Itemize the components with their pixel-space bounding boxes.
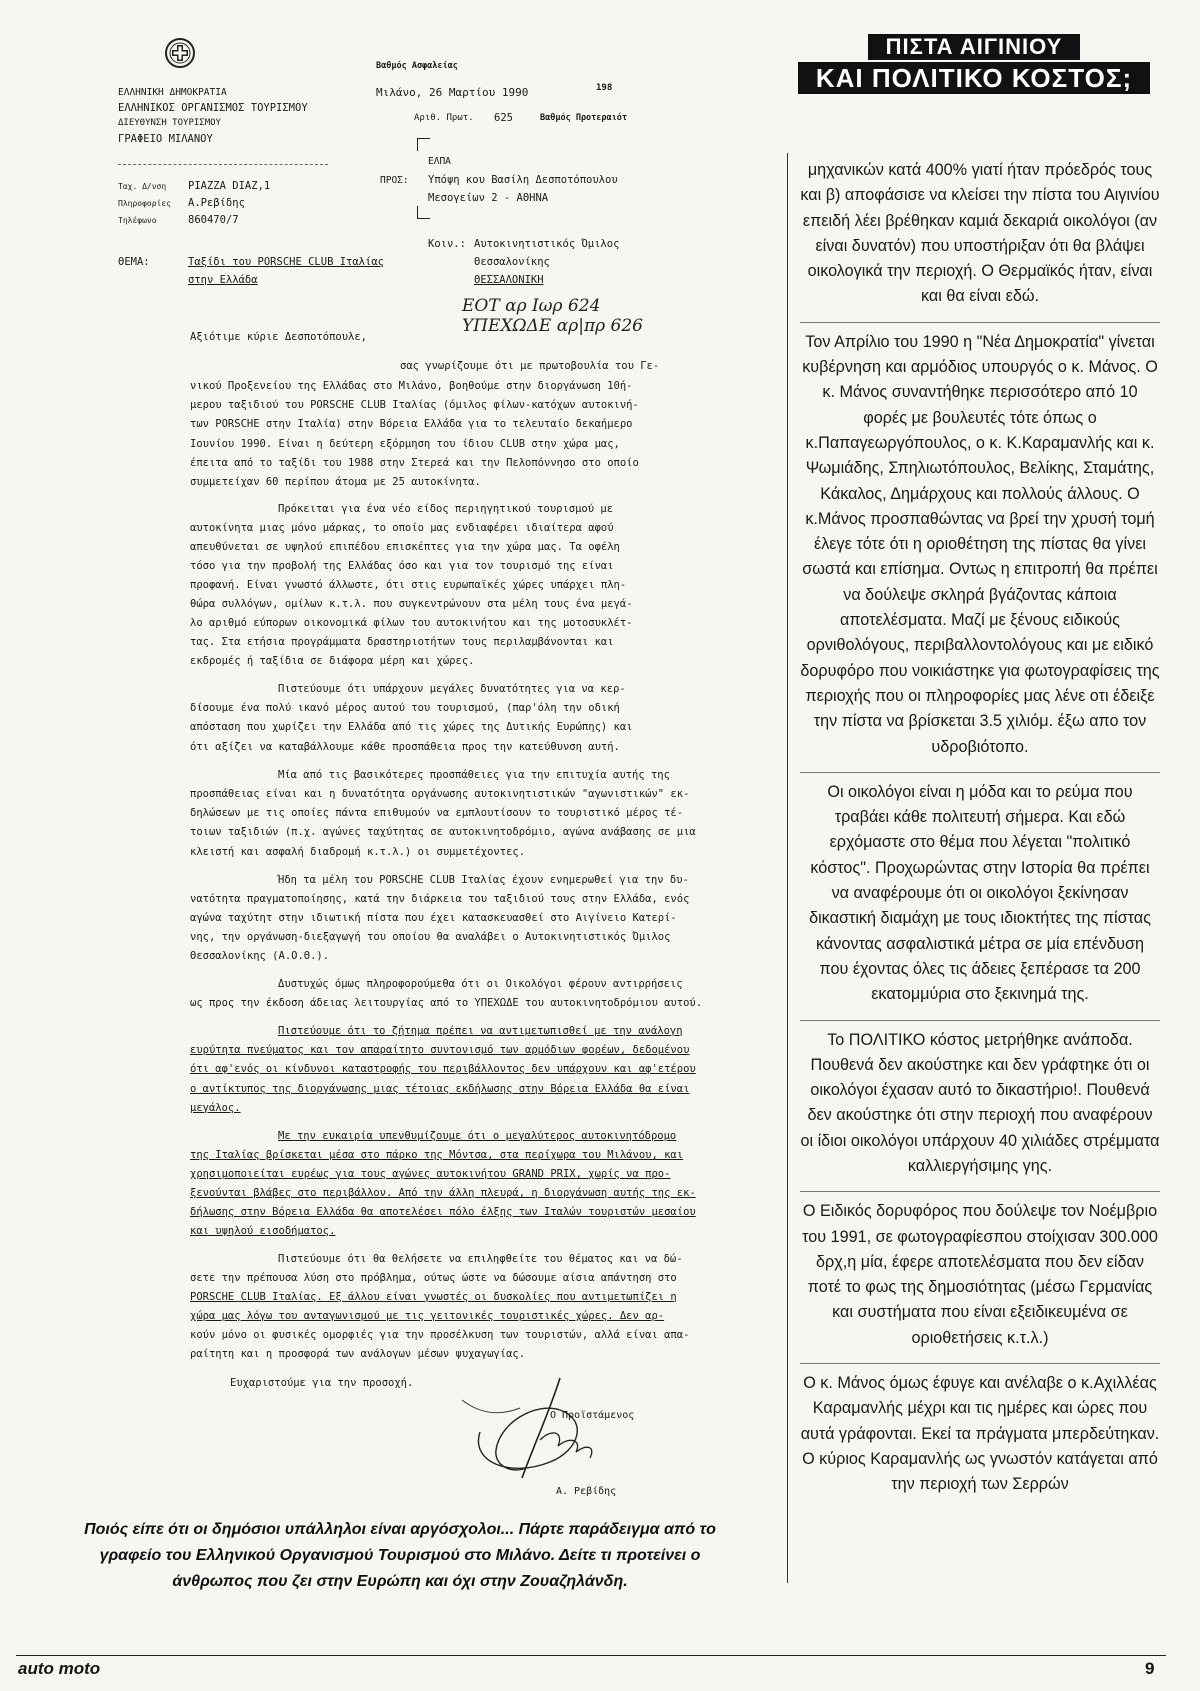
letter-body-line: Πιστεύουμε ότι το ζήτημα πρέπει να αντιμετωπισθεί με την ανάλογη xyxy=(278,1025,683,1037)
address-bracket-top xyxy=(417,138,430,151)
security-grade: Βαθμός Ασφαλείας xyxy=(376,61,458,71)
letter-body-line: απόσταση που χωρίζει την Ελλάδα από τις χώρες της Δυτικής Ευρώπης) και xyxy=(190,721,633,733)
letter-body-line: ο αντίκτυπος της διοργάνωσης μιας τέτοιας εκδήλωσης στην Βόρεια Ελλάδα θα είναι xyxy=(190,1083,690,1095)
phone-label: Τηλέφωνο xyxy=(118,216,157,225)
letter-body-line: Δυστυχώς όμως πληροφορούμεθα ότι οι Οικολόγοι φέρουν αντιρρήσεις xyxy=(278,978,683,990)
letter-body-line: ότι αφ'ενός οι κίνδυνοι καταστροφής του περιβάλλοντος δεν υπάρχουν και αφ'ετέρου xyxy=(190,1063,696,1075)
letter-body-line: μεγάλος. xyxy=(190,1102,241,1114)
paragraph-divider xyxy=(800,772,1160,773)
column-divider xyxy=(787,153,788,1583)
letter-body-line: νατότητα πραγματοποίησης, κατά την διάρκεια του ταξιδιού τους στην Ελλάδα, ενός xyxy=(190,893,690,905)
to-label: ΠΡΟΣ: xyxy=(380,175,409,186)
handwritten-note-1: ΕΟΤ αρ Ιωρ 624 xyxy=(462,296,601,316)
paragraph-divider xyxy=(800,1020,1160,1021)
cc-line-1: Αυτοκινητιστικός Όμιλος xyxy=(474,238,620,250)
sign-name: Α. Ρεβίδης xyxy=(556,1486,617,1497)
letter-body-line: χώρα μας λόγω του ανταγωνισμού με τις γειτονικές τουριστικές χώρες. Δεν αρ- xyxy=(190,1310,665,1322)
letter-body-line: αυτοκίνητα μιας μόνο μάρκας, το οποίο μας ενδιαφέρει ιδιαίτερα αφού xyxy=(190,522,614,534)
page-number: 9 xyxy=(1145,1659,1155,1678)
letter-body-line: δήλωσης στην Βόρεια Ελλάδα θα αποτελέσει πόλο έλξης των Ιταλών τουριστών μεσαίου xyxy=(190,1206,696,1218)
handwritten-note-2: ΥΠΕΧΩΔΕ αρ|πρ 626 xyxy=(462,316,643,336)
org-line-1: ΕΛΛΗΝΙΚΗ ΔΗΜΟΚΡΑΤΙΑ xyxy=(118,87,227,98)
subject-label: ΘΕΜΑ: xyxy=(118,256,150,268)
letter-body-line: Με την ευκαιρία υπενθυμίζουμε ότι ο μεγαλύτερος αυτοκινητόδρομο xyxy=(278,1130,677,1142)
letter-body-line: μερου ταξιδιού του PORSCHE CLUB Ιταλίας (όμιλος φίλων-κατόχων αυτοκινή- xyxy=(190,399,639,411)
letter-body-line: και υψηλού εισοδήματος. xyxy=(190,1225,336,1237)
org-line-4: ΓΡΑΦΕΙΟ ΜΙΛΑΝΟΥ xyxy=(118,133,213,145)
letter-body-line: προσπάθειας είναι και η δυνατότητα οργάνωσης αυτοκινητιστικών "αγωνιστικών" εκ- xyxy=(190,788,690,800)
article-body xyxy=(800,158,1160,1510)
protocol-number: 625 xyxy=(494,112,513,124)
letter-body-line: ξενούνται βλάβες στο περιβάλλον. Από την άλλη πλευρά, η διοργάνωση αυτής της εκ- xyxy=(190,1187,696,1199)
letter-body-line: Πιστεύουμε ότι υπάρχουν μεγάλες δυνατότητες για να κερ- xyxy=(278,683,626,695)
letter-body-line: νικού Προξενείου της Ελλάδας στο Μιλάνο, βοηθούμε στην διοργάνωση 10ή- xyxy=(190,380,633,392)
letter-body-line: αγώνα ταχύτητ στην ιδιωτική πίστα που έχει κατασκευασθεί στο Αιγίνειο Κατερί- xyxy=(190,912,677,924)
paragraph-divider xyxy=(800,322,1160,323)
article-title-line-1: ΠΙΣΤΑ ΑΙΓΙΝΙΟΥ xyxy=(868,34,1080,60)
paragraph-divider xyxy=(800,1363,1160,1364)
handwritten-signature xyxy=(440,1370,620,1485)
letter-body-line: νης, την οργάνωση-διεξαγωγή του οποίου θα αναλάβει ο Αυτοκινητιστικός Όμιλος xyxy=(190,931,671,943)
caption-line-3: άνθρωπος που ζει στην Ευρώπη και όχι στην Ζουαζηλάνδη. xyxy=(172,1573,628,1590)
to-line-1: ΕΛΠΑ xyxy=(428,156,451,167)
caption-line-1: Ποιός είπε ότι οι δημόσιοι υπάλληλοι είναι αργόσχολοι... Πάρτε παράδειγμα από το xyxy=(84,1521,716,1538)
article-paragraph: Οι οικολόγοι είναι η μόδα και το ρεύμα που τραβάει κάθε πολιτευτή σήμερα. Και εδώ ερχόμαστε στο θέμα που λέγεται "πολιτικό κόστος". Προχωρώντας στην Ιστορία θα πρέπει να αναφέρουμε ότι οι οικολόγοι ξεκίνησαν δικαστική διαμάχη με τους ιδιοκτήτες της πίστας κάνοντας ασφαλιστικά μέτρα σε μία επένδυση που έχοντας όλες τις άδειες ξεπέρασε τα 200 εκατομμύρια στο ξεκινημά της. xyxy=(809,782,1151,1004)
article-paragraph: Το ΠΟΛΙΤΙΚΟ κόστος μετρήθηκε ανάποδα. Πουθενά δεν ακούστηκε και δεν γράφτηκε ότι οι οικολόγοι έχασαν αυτό το δικαστήριο!. Πουθενά δεν ακούστηκε ότι στην περιοχή που αναφέρουν οι ίδιοι οικολόγοι υπάρχουν 40 χιλιάδες στρέμματα καλλιεργήσιμης γης. xyxy=(800,1030,1160,1175)
letter-body-line: απευθύνεται σε υψηλού επιπέδου επισκέπτες για την χώρα μας. Τα οφέλη xyxy=(190,541,620,553)
letter-body-line: ως προς την έκδοση άδειας λειτουργίας από το ΥΠΕΧΩΔΕ του αυτοκινητοδρόμιου αυτού. xyxy=(190,997,703,1009)
to-line-3: Μεσογείων 2 - ΑΘΗΝΑ xyxy=(428,192,549,204)
letter-body-line: Ευχαριστούμε για την προσοχή. xyxy=(230,1377,414,1389)
org-line-2: ΕΛΛΗΝΙΚΟΣ ΟΡΓΑΝΙΣΜΟΣ ΤΟΥΡΙΣΜΟΥ xyxy=(118,102,308,114)
letter-body-line: της Ιταλίας βρίσκεται μέσα στο πάρκο της Μόντσα, στα περίχωρα του Μιλάνου, και xyxy=(190,1149,684,1161)
address-bracket-bottom xyxy=(417,206,430,219)
cc-line-2: Θεσσαλονίκης xyxy=(474,256,550,268)
salutation: Αξιότιμε κύριε Δεσποτόπουλε, xyxy=(190,331,368,343)
magazine-brand: auto moto xyxy=(18,1659,101,1678)
letter-body-line: ότι αξίζει να καταβάλλουμε κάθε προσπάθεια προς την κατεύθυνση αυτή. xyxy=(190,741,620,753)
letter-body-line: προφανή. Είναι γνωστό άλλωστε, ότι στις ευρωπαϊκές χώρες υπάρχει πλη- xyxy=(190,579,627,591)
to-line-2: Υπόψη κου Βασίλη Δεσποτόπουλου xyxy=(428,174,618,186)
photo-caption xyxy=(30,1517,770,1595)
org-line-3: ΔΙΕΥΘΥΝΣΗ ΤΟΥΡΙΣΜΟΥ xyxy=(118,118,221,128)
letter-body-line: Ήδη τα μέλη του PORSCHE CLUB Ιταλίας έχουν ενημερωθεί για την δυ- xyxy=(278,874,689,886)
subject-line-2: στην Ελλάδα xyxy=(188,274,258,286)
sign-title: Ο Προϊστάμενος xyxy=(550,1410,635,1421)
letter-body-line: λο αριθμό εύπορων οικονομικά φίλων του αυτοκινήτου και της μοτοσυκλέτ- xyxy=(190,617,633,629)
letter-body-line: Θεσσαλονίκης (Α.Ο.Θ.). xyxy=(190,950,330,962)
info-value: Α.Ρεβίδης xyxy=(188,197,245,209)
caption-line-2: γραφείο του Ελληνικού Οργανισμού Τουρισμού στο Μιλάνο. Δείτε τι προτείνει ο xyxy=(99,1547,701,1564)
header-divider xyxy=(118,164,328,165)
letter-body-line: συμμετείχαν 60 περίπου άτομα με 25 αυτοκίνητα. xyxy=(190,476,481,488)
letter-body-line: τόσο για την προβολή της Ελλάδας όσο και για τον τουρισμό της είναι xyxy=(190,560,614,572)
letter-body-line: κούν μόνο οι φυσικές ομορφιές για την προσέλκυση των τουριστών, αλλά είναι απα- xyxy=(190,1329,690,1341)
letter-body-line: δίσουμε ένα πολύ ικανό μέρος αυτού του τουρισμού, (παρ'όλη την οδική xyxy=(190,702,620,714)
letter-body-line: Πιστεύουμε ότι θα θελήσετε να επιληφθείτε του θέματος και να δώ- xyxy=(278,1253,683,1265)
protocol-label: Αριθ. Πρωτ. xyxy=(414,113,474,123)
letter-body-line: χρησιμοποιείται ευρέως για τους αγώνες αυτοκινήτου GRAND PRIX, χωρίς να προ- xyxy=(190,1168,671,1180)
letter-body-line: σας γνωρίζουμε ότι με πρωτοβουλία του Γε- xyxy=(400,360,660,372)
letter-body-line: θώρα συλλόγων, ομίλων κ.τ.λ. που συγκεντρώνουν στα μέλη τους ένα μεγά- xyxy=(190,598,633,610)
letter-body-line: σετε την πρέπουσα λύση στο πρόβλημα, ούτως ώστε να δώσουμε αίσια απάντηση στο xyxy=(190,1272,677,1284)
letter-body-line: ραίτητη και η προσφορά των ανάλογων μέσων ψυχαγωγίας. xyxy=(190,1348,526,1360)
letter-body-line: των PORSCHE στην Ιταλία) στην Βόρεια Ελλάδα για το τελευταίο δεκαήμερο xyxy=(190,418,633,430)
letter-body-line: Πρόκειται για ένα νέο είδος περιηγητικού τουρισμού με xyxy=(278,503,614,515)
article-paragraph: Ο κ. Μάνος όμως έφυγε και ανέλαβε ο κ.Αχιλλέας Καραμανλής μέχρι και τις ημέρες και ώρες που αυτά γράφονται. Εκεί τα πράγματα μπερδεύτηκαν. Ο κύριος Καραμανλής ως γνωστόν κατάγεται από την περιοχή των Σερρών xyxy=(800,1374,1160,1494)
letter-body-line: εκδρομές ή ταξίδια σε διάφορα μέρη και χώρες. xyxy=(190,655,475,667)
article-paragraph: Ο Ειδικός δορυφόρος που δούλεψε τον Νοέμβριο του 1991, σε φωτογραφίεσπου στοίχισαν 300.000 δρχ,η μία, έφερε αποτελέσματα που δεν είδαν ποτέ το φως της δημοσιότητας (μέσω Γερμανίας και συστήματα που είναι εξειδικευμένα σε οριοθετήσεις κ.τ.λ.) xyxy=(802,1202,1158,1347)
stamp-number: 198 xyxy=(596,83,613,93)
article-paragraph: μηχανικών κατά 400% γιατί ήταν πρόεδρός τους και β) αποφάσισε να κλείσει την πίστα του Αιγινίου επειδή λέει βρέθηκαν καμιά δεκαριά οικολόγοι (αν είναι δυνατόν) που υποστήριξαν ότι θα βλάψει οικολογικά την περιοχή. Ο Θερμαϊκός ήταν, είναι και θα είναι εδώ. xyxy=(800,161,1160,306)
letter-body-line: κλειστή και ασφαλή διαδρομή κ.τ.λ.) οι συμμετέχοντες. xyxy=(190,846,526,858)
letter-body-line: ευρύτητα πνεύματος και τον απαραίτητο συντονισμό των αρμόδιων φορέων, δεδομένου xyxy=(190,1044,690,1056)
footer-rule xyxy=(16,1655,1166,1656)
priority-label: Βαθμός Προτεραιότ xyxy=(540,113,627,123)
subject-line-1: Ταξίδι του PORSCHE CLUB Ιταλίας xyxy=(188,256,384,268)
article-title-line-2: ΚΑΙ ΠΟΛΙΤΙΚΟ ΚΟΣΤΟΣ; xyxy=(798,62,1150,94)
letter-body-line: PORSCHE CLUB Ιταλίας. Εξ άλλου είναι γνωστές οι δυσκολίες που αντιμετωπίζει η xyxy=(190,1291,677,1303)
phone-value: 860470/7 xyxy=(188,214,239,226)
letter-body-line: τοιων ταξιδιών (π.χ. αγώνες ταχύτητας σε αυτοκινητοδρόμιο, αγώνα ανάβασης σε μια xyxy=(190,826,696,838)
letter-date: Μιλάνο, 26 Μαρτίου 1990 xyxy=(376,86,529,99)
cc-line-3: ΘΕΣΣΑΛΟΝΙΚΗ xyxy=(474,274,544,286)
greek-emblem-icon xyxy=(164,36,196,70)
cc-label: Κοιν.: xyxy=(428,238,466,250)
letter-body-line: έπειτα από το ταξίδι του 1988 στην Στερεά και την Πελοπόννησο στο οποίο xyxy=(190,457,639,469)
letter-body-line: Ιουνίου 1990. Είναι η δεύτερη εξόρμηση του ίδιου CLUB στην χώρα μας, xyxy=(190,438,620,450)
paragraph-divider xyxy=(800,1191,1160,1192)
letter-body-line: Μία από τις βασικότερες προσπάθειες για την επιτυχία αυτής της xyxy=(278,769,670,781)
article-paragraph: Τον Απρίλιο του 1990 η "Νέα Δημοκρατία" γίνεται κυβέρνηση και αρμόδιος υπουργός ο κ. Μάνος. Ο κ. Μάνος συναντήθηκε περισσότερο από 10 φορές με βουλευτές τότε όπως ο κ.Παπαγεωργόπουλος, ο κ. Κ.Καραμανλής και κ. Ψωμιάδης, Σπηλιωτόπουλος, Βελίκης, Σταμάτης, Κάκαλος, Δημάρχους και πολλούς άλλους. Ο κ.Μάνος προσπαθώντας να βρεί την χρυσή τομή έλεγε τότε ότι η οριοθέτηση της πίστας θα γίνει σωστά και επίσημα. Οντως η επιτροπή θα πρέπει να δούλεψε σκληρά βγάζοντας κάποια αποτελέσματα. Μαζί με ξένους ειδικούς ορνιθολόγους, περιβαλλοντολόγους και με ειδικό δορυφόρο που νοικιάστηκε για φωτογραφίσεις της περιοχής που οι πληροφορίες μας λένε οτι έδειξε την πίστα να βρίσκεται 3.5 χιλιόμ. έξω απο τον υδροβιότοπο. xyxy=(800,332,1160,756)
address-value: PIAZZA DIAZ,1 xyxy=(188,180,271,192)
letter-body-line: τας. Στα ετήσια προγράμματα δραστηριοτήτων τους περιλαμβάνονται και xyxy=(190,636,614,648)
info-label: Πληροφορίες xyxy=(118,199,171,208)
letter-body-line: δηλώσεων με τις οποίες πάντα επιθυμούν να εμπλουτίσουν το τουριστικό μέρος τέ- xyxy=(190,807,684,819)
address-label: Ταχ. Δ/νση xyxy=(118,182,167,191)
